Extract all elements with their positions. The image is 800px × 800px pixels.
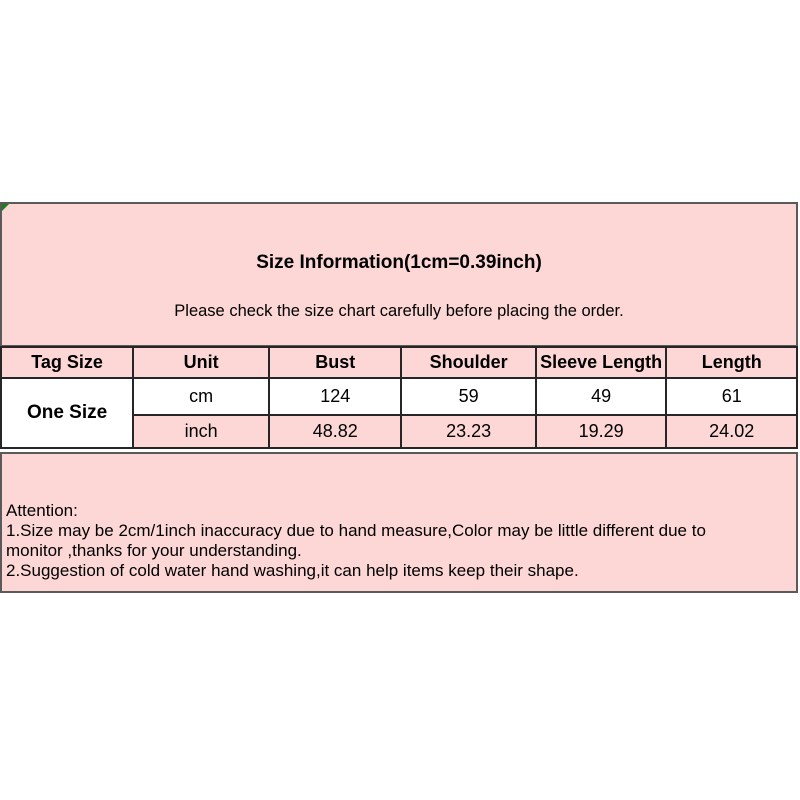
unit-inch-label: inch: [133, 415, 269, 448]
attention-note-1: 1.Size may be 2cm/1inch inaccuracy due to hand measure,Color may be little different due to: [6, 521, 706, 540]
col-header-sleeve-length: Sleeve Length: [536, 347, 667, 378]
shoulder-cm-value: 59: [401, 378, 536, 415]
bust-cm-value: 124: [269, 378, 401, 415]
shoulder-inch-value: 23.23: [401, 415, 536, 448]
length-cm-value: 61: [666, 378, 797, 415]
col-header-bust: Bust: [269, 347, 401, 378]
attention-note-1-cont: monitor ,thanks for your understanding.: [6, 541, 302, 560]
length-inch-value: 24.02: [666, 415, 797, 448]
sleeve-length-inch-value: 19.29: [536, 415, 667, 448]
col-header-tag-size: Tag Size: [1, 347, 133, 378]
page-title: Size Information(1cm=0.39inch): [256, 252, 542, 273]
attention-heading: Attention:: [6, 501, 78, 520]
table-header-row: [1, 347, 797, 378]
green-corner-mark-icon: [2, 204, 9, 211]
col-header-shoulder: Shoulder: [401, 347, 536, 378]
attention-panel: [0, 452, 798, 593]
unit-cm-label: cm: [133, 378, 269, 415]
attention-note-2: 2.Suggestion of cold water hand washing,it can help items keep their shape.: [6, 561, 579, 580]
tag-size-value: One Size: [1, 378, 133, 448]
col-header-unit: Unit: [133, 347, 269, 378]
size-info-panel: [0, 202, 798, 347]
table-row-cm: [1, 378, 797, 415]
bust-inch-value: 48.82: [269, 415, 401, 448]
page-subtitle: Please check the size chart carefully before placing the order.: [174, 302, 624, 320]
size-table: [0, 346, 798, 449]
sleeve-length-cm-value: 49: [536, 378, 667, 415]
col-header-length: Length: [666, 347, 797, 378]
